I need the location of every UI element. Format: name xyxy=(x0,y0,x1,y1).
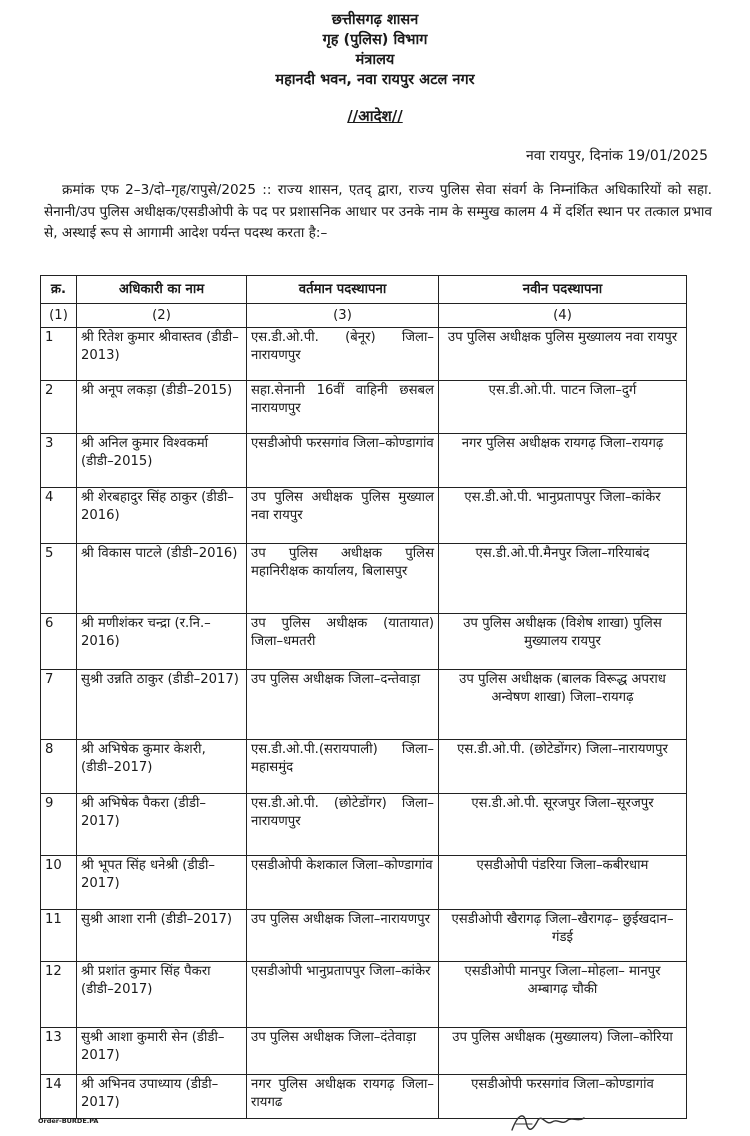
new-posting: एसडीओपी फरसगांव जिला–कोण्डागांव xyxy=(439,1075,687,1119)
officer-name: श्री अभिषेक कुमार केशरी, (डीडी–2017) xyxy=(77,740,247,794)
serial-number: 8 xyxy=(41,740,77,794)
table-row xyxy=(41,381,687,434)
current-posting: एसडीओपी फरसगांव जिला–कोण्डागांव xyxy=(247,434,439,488)
serial-number: 9 xyxy=(41,794,77,856)
current-posting: एस.डी.ओ.पी.(सरायपाली) जिला–महासमुंद xyxy=(247,740,439,794)
column-number: (3) xyxy=(247,304,439,328)
current-posting: एस.डी.ओ.पी. (छोटेडोंगर) जिला–नारायणपुर xyxy=(247,794,439,856)
officer-name: श्री विकास पाटले (डीडी–2016) xyxy=(77,544,247,614)
officer-name: सुश्री उन्नति ठाकुर (डीडी–2017) xyxy=(77,670,247,740)
column-number-row xyxy=(41,304,687,328)
new-posting: एसडीओपी मानपुर जिला–मोहला– मानपुर अम्बागढ़ चौकी xyxy=(439,962,687,1028)
new-posting: उप पुलिस अधीक्षक (बालक विरूद्ध अपराध अन्वेषण शाखा) जिला–रायगढ़ xyxy=(439,670,687,740)
officer-name: श्री अनिल कुमार विश्वकर्मा (डीडी–2015) xyxy=(77,434,247,488)
column-number: (4) xyxy=(439,304,687,328)
current-posting: उप पुलिस अधीक्षक पुलिस महानिरीक्षक कार्यालय, बिलासपुर xyxy=(247,544,439,614)
table-header-row xyxy=(41,276,687,304)
letterhead xyxy=(0,10,750,90)
serial-number: 10 xyxy=(41,856,77,910)
new-posting: एस.डी.ओ.पी. भानुप्रतापपुर जिला–कांकेर xyxy=(439,488,687,544)
table-body xyxy=(41,328,687,1119)
table-row xyxy=(41,740,687,794)
header-officer-name: अधिकारी का नाम xyxy=(77,276,247,304)
new-posting: उप पुलिस अधीक्षक (विशेष शाखा) पुलिस मुख्यालय रायपुर xyxy=(439,614,687,670)
table-row xyxy=(41,544,687,614)
new-posting: एस.डी.ओ.पी. (छोटेडोंगर) जिला–नारायणपुर xyxy=(439,740,687,794)
table-row xyxy=(41,1075,687,1119)
current-posting: एस.डी.ओ.पी. (बेनूर) जिला–नारायणपुर xyxy=(247,328,439,381)
header-new-posting: नवीन पदस्थापना xyxy=(439,276,687,304)
officer-name: श्री रितेश कुमार श्रीवास्तव (डीडी–2013) xyxy=(77,328,247,381)
table-row xyxy=(41,962,687,1028)
officer-name: श्री अभिषेक पैकरा (डीडी–2017) xyxy=(77,794,247,856)
table-row xyxy=(41,328,687,381)
new-posting: नगर पुलिस अधीक्षक रायगढ़ जिला–रायगढ़ xyxy=(439,434,687,488)
new-posting: एस.डी.ओ.पी. सूरजपुर जिला–सूरजपुर xyxy=(439,794,687,856)
serial-number: 1 xyxy=(41,328,77,381)
column-number: (2) xyxy=(77,304,247,328)
current-posting: उप पुलिस अधीक्षक (यातायात) जिला–धमतरी xyxy=(247,614,439,670)
officer-name: श्री शेरबहादुर सिंह ठाकुर (डीडी–2016) xyxy=(77,488,247,544)
serial-number: 11 xyxy=(41,910,77,962)
serial-number: 3 xyxy=(41,434,77,488)
column-number: (1) xyxy=(41,304,77,328)
header-serial: क्र. xyxy=(41,276,77,304)
new-posting: एस.डी.ओ.पी.मैनपुर जिला–गरियाबंद xyxy=(439,544,687,614)
officer-name: सुश्री आशा रानी (डीडी–2017) xyxy=(77,910,247,962)
table-row xyxy=(41,434,687,488)
officer-name: श्री भूपत सिंह धनेश्री (डीडी–2017) xyxy=(77,856,247,910)
current-posting: उप पुलिस अधीक्षक जिला–नारायणपुर xyxy=(247,910,439,962)
serial-number: 14 xyxy=(41,1075,77,1119)
order-heading: //आदेश// xyxy=(347,107,403,125)
table-row xyxy=(41,488,687,544)
table-row xyxy=(41,856,687,910)
serial-number: 13 xyxy=(41,1028,77,1075)
new-posting: उप पुलिस अधीक्षक पुलिस मुख्यालय नवा रायपुर xyxy=(439,328,687,381)
serial-number: 7 xyxy=(41,670,77,740)
current-posting: एसडीओपी भानुप्रतापपुर जिला–कांकेर xyxy=(247,962,439,1028)
table-row xyxy=(41,910,687,962)
new-posting: एसडीओपी खैरागढ़ जिला–खैरागढ़– छुईखदान–गंडई xyxy=(439,910,687,962)
new-posting: उप पुलिस अधीक्षक (मुख्यालय) जिला–कोरिया xyxy=(439,1028,687,1075)
table-row xyxy=(41,1028,687,1075)
current-posting: सहा.सेनानी 16वीं वाहिनी छसबल नारायणपुर xyxy=(247,381,439,434)
serial-number: 4 xyxy=(41,488,77,544)
header-current-posting: वर्तमान पदस्थापना xyxy=(247,276,439,304)
serial-number: 5 xyxy=(41,544,77,614)
order-preamble: क्रमांक एफ 2–3/दो–गृह/रापुसे/2025 :: राज्य शासन, एतद् द्वारा, राज्य पुलिस सेवा संवर्ग के निम्नांकित अधिकारियों को सहा. सेनानी/उप पुलिस अधीक्षक/एसडीओपी के पद पर प्रशासनिक आधार पर उनके नाम के सम्मुख कालम 4 में दर्शित स्थान पर तत्काल प्रभाव से, अस्थाई रूप से आगामी आदेश पर्यन्त पदस्थ करता है:– xyxy=(44,182,712,241)
ministry: मंत्रालय xyxy=(355,52,395,68)
serial-number: 12 xyxy=(41,962,77,1028)
state-government: छत्तीसगढ़ शासन xyxy=(331,12,419,28)
signature-icon xyxy=(508,1108,588,1134)
current-posting: उप पुलिस अधीक्षक जिला–दन्तेवाड़ा xyxy=(247,670,439,740)
department: गृह (पुलिस) विभाग xyxy=(322,32,428,48)
table-row xyxy=(41,794,687,856)
current-posting: उप पुलिस अधीक्षक पुलिस मुख्याल नवा रायपुर xyxy=(247,488,439,544)
officer-name: श्री मणीशंकर चन्द्रा (र.नि.–2016) xyxy=(77,614,247,670)
new-posting: एस.डी.ओ.पी. पाटन जिला–दुर्ग xyxy=(439,381,687,434)
officer-name: श्री अभिनव उपाध्याय (डीडी–2017) xyxy=(77,1075,247,1119)
serial-number: 2 xyxy=(41,381,77,434)
current-posting: उप पुलिस अधीक्षक जिला–दंतेवाड़ा xyxy=(247,1028,439,1075)
current-posting: एसडीओपी केशकाल जिला–कोण्डागांव xyxy=(247,856,439,910)
place-date: नवा रायपुर, दिनांक 19/01/2025 xyxy=(525,148,708,164)
officer-name: श्री अनूप लकड़ा (डीडी–2015) xyxy=(77,381,247,434)
officer-name: श्री प्रशांत कुमार सिंह पैकरा (डीडी–2017) xyxy=(77,962,247,1028)
officer-name: सुश्री आशा कुमारी सेन (डीडी–2017) xyxy=(77,1028,247,1075)
new-posting: एसडीओपी पंडरिया जिला–कबीरधाम xyxy=(439,856,687,910)
serial-number: 6 xyxy=(41,614,77,670)
order-reference: Order-BURDE.PA xyxy=(38,1117,99,1125)
current-posting: नगर पुलिस अधीक्षक रायगढ़ जिला–रायगढ xyxy=(247,1075,439,1119)
posting-table xyxy=(40,275,687,1119)
order-heading-wrap xyxy=(0,106,750,126)
table-row xyxy=(41,670,687,740)
table-row xyxy=(41,614,687,670)
address: महानदी भवन, नवा रायपुर अटल नगर xyxy=(275,72,475,88)
